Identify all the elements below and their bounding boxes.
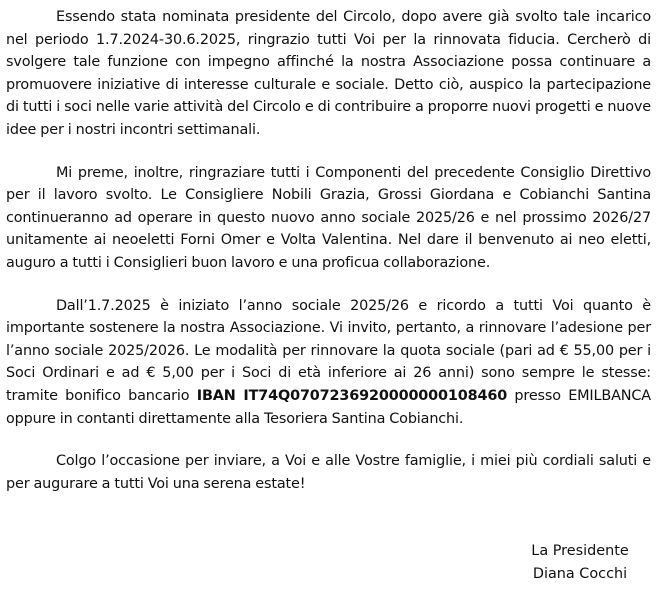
renewal-text: Dall’1.7.2025 è iniziato l’anno sociale 2025/26 e ricordo a tutti Voi quanto è importante sostenere la nostra Associazione. Vi invito, pertanto, a rinnovare l’adesione per l’anno sociale 2025/2026. Le modalità per rinnovare la quota sociale (pari ad € 55,00 per i Soci Ordinari e ad € 5,00 per i Soci di età inferiore ai 26 anni) sono sempre le stesse: tramite bonifico bancario — [6, 297, 651, 404]
paragraph-membership-renewal — [6, 295, 651, 431]
signature-name: Diana Cocchi — [532, 565, 628, 582]
paragraph-appointment: Essendo stata nominata presidente del Circolo, dopo avere già svolto tale incarico nel periodo 1.7.2024-30.6.2025, ringrazio tutti Voi per la rinnovata fiducia. Cercherò di svolgere tale funzione con impegno affinché la nostra Associazione possa continuare a promuovere iniziative di interesse culturale e sociale. Detto ciò, auspico la partecipazione di tutti i soci nelle varie attività del Circolo e di contribuire a proporre nuovi progetti e nuove idee per i nostri incontri settimanali. — [6, 9, 651, 138]
signature-block — [520, 540, 640, 585]
signature-role: La Presidente — [531, 543, 629, 559]
iban-code: IBAN IT74Q0707236920000000108460 — [196, 387, 508, 404]
paragraph-greetings: Colgo l’occasione per inviare, a Voi e alle Vostre famiglie, i miei più cordiali saluti e per augurare a tutti Voi una serena estate! — [6, 453, 651, 492]
letter-body — [6, 6, 651, 495]
renewal-text-end: presso EMILBANCA oppure in contanti direttamente alla Tesoriera Santina Cobianchi. — [6, 387, 651, 427]
paragraph-board-thanks: Mi preme, inoltre, ringraziare tutti i Componenti del precedente Consiglio Direttivo per il lavoro svolto. Le Consigliere Nobili Grazia, Grossi Giordana e Cobianchi Santina continueranno ad operare in questo nuovo anno sociale 2025/26 e nel prossimo 2026/27 unitamente ai neoeletti Forni Omer e Volta Valentina. Nel dare il benvenuto ai neo eletti, auguro a tutti i Consiglieri buon lavoro e una proficua collaborazione. — [6, 164, 651, 271]
